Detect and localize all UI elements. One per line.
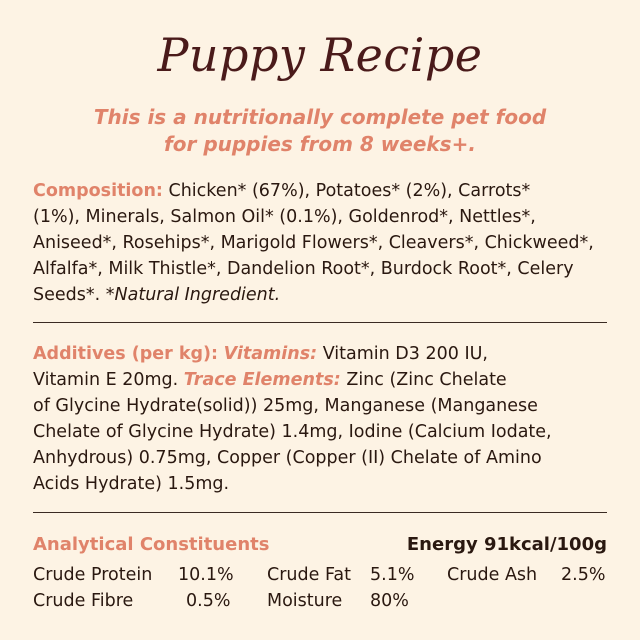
- vitamins-label: Vitamins:: [223, 344, 318, 364]
- composition-line-2: (1%), Minerals, Salmon Oil* (0.1%), Goldenrod*, Nettles*,: [33, 207, 536, 227]
- additives-line-5: Anhydrous) 0.75mg, Copper (Copper (II) Chelate of Amino: [33, 448, 542, 468]
- composition-text-5: Seeds*.: [33, 285, 101, 305]
- additives-text-2a: Vitamin E 20mg.: [33, 370, 179, 390]
- analytical-header: [33, 534, 607, 555]
- composition-line-3: Aniseed*, Rosehips*, Marigold Flowers*, Cleavers*, Chickweed*,: [33, 233, 594, 253]
- additives-label: Additives (per kg):: [33, 344, 219, 364]
- composition-line-1: [33, 178, 609, 204]
- natural-ingredient-note: *Natural Ingredient.: [105, 285, 281, 305]
- page-title: Puppy Recipe: [157, 28, 483, 82]
- constituent-name: Crude Ash: [447, 565, 538, 585]
- additives-line-4: Chelate of Glycine Hydrate) 1.4mg, Iodine (Calcium Iodate,: [33, 422, 552, 442]
- constituent-value: 5.1%: [370, 565, 415, 585]
- constituent-name: Crude Fat: [267, 565, 351, 585]
- trace-elements-label: Trace Elements:: [183, 370, 341, 390]
- additives-line-2: [33, 367, 609, 393]
- energy-value: Energy 91kcal/100g: [406, 534, 607, 555]
- constituent-value: 80%: [370, 591, 409, 611]
- divider: [33, 322, 607, 323]
- subtitle-line-2: for puppies from 8 weeks+.: [164, 132, 476, 156]
- additives-text-1: Vitamin D3 200 IU,: [322, 344, 488, 364]
- constituent-name: Moisture: [267, 591, 343, 611]
- constituent-name: Crude Fibre: [33, 591, 134, 611]
- constituent-value: 2.5%: [561, 565, 606, 585]
- composition-section: [33, 178, 609, 308]
- additives-line-6: Acids Hydrate) 1.5mg.: [33, 474, 230, 494]
- composition-line-4: Alfalfa*, Milk Thistle*, Dandelion Root*, Burdock Root*, Celery: [33, 259, 574, 279]
- subtitle-line-1: This is a nutritionally complete pet food: [93, 105, 547, 129]
- divider: [33, 512, 607, 513]
- constituent-value: 10.1%: [178, 565, 234, 585]
- additives-text-2b: Zinc (Zinc Chelate: [346, 370, 507, 390]
- composition-line-5: [33, 282, 609, 308]
- additives-line-3: of Glycine Hydrate(solid)) 25mg, Manganese (Manganese: [33, 396, 538, 416]
- constituent-value: 0.5%: [186, 591, 231, 611]
- composition-text-1: Chicken* (67%), Potatoes* (2%), Carrots*: [168, 181, 531, 201]
- additives-section: [33, 341, 609, 497]
- analytical-title: Analytical Constituents: [33, 534, 270, 555]
- composition-label: Composition:: [33, 181, 163, 201]
- constituent-name: Crude Protein: [33, 565, 153, 585]
- additives-line-1: [33, 341, 609, 367]
- subtitle: [0, 104, 640, 158]
